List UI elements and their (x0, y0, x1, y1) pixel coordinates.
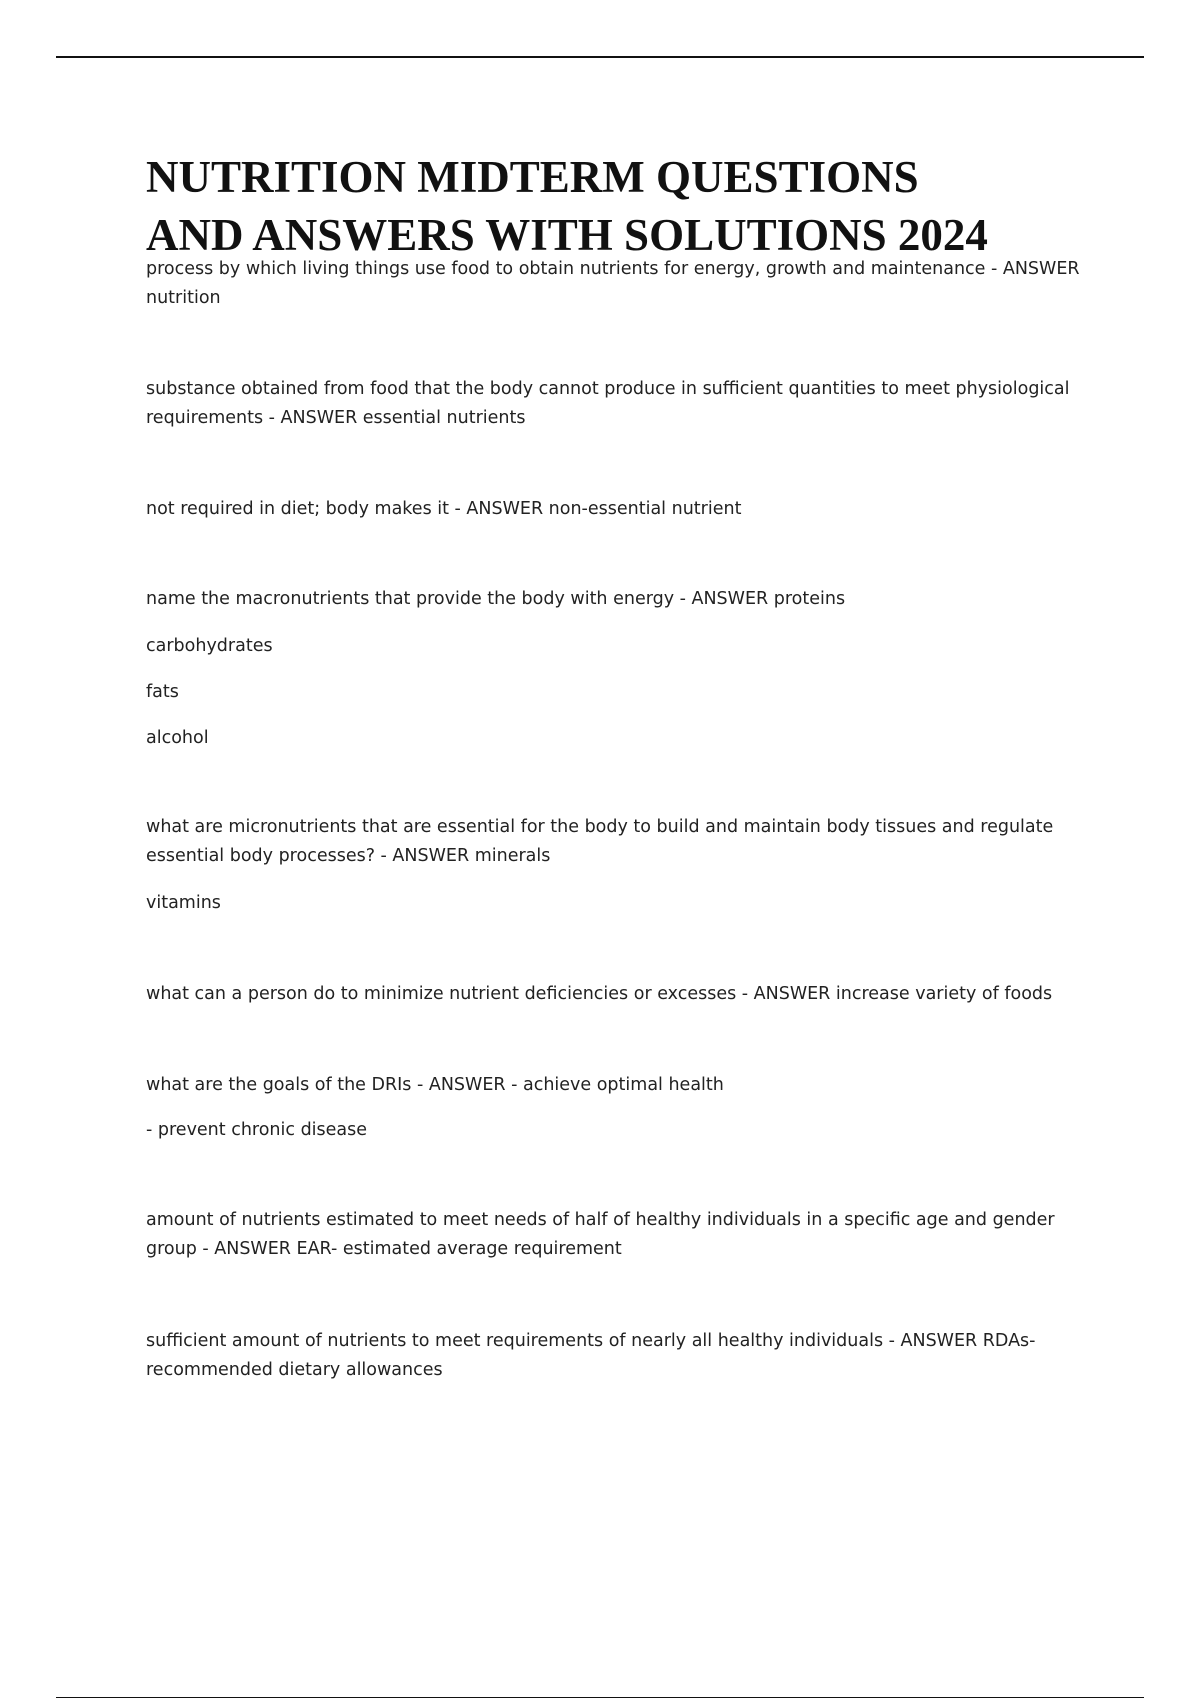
qa-item-3 (146, 495, 1086, 524)
qa-text: substance obtained from food that the body cannot produce in sufficient quantities to meet physiological requirements - ANSWER essential nutrients (146, 379, 1070, 428)
qa-text: sufficient amount of nutrients to meet requirements of nearly all healthy individuals - ANSWER RDAs- recommended dietary allowances (146, 1331, 1036, 1380)
qa-text: not required in diet; body makes it - ANSWER non-essential nutrient (146, 499, 742, 519)
qa-item-7 (146, 1071, 1086, 1100)
answer-extra-line: vitamins (146, 893, 221, 913)
answer-extra-line: alcohol (146, 728, 209, 748)
answer-extra-line: carbohydrates (146, 636, 273, 656)
qa-item-2 (146, 375, 1086, 433)
qa-item-9 (146, 1327, 1086, 1385)
qa-item-4 (146, 585, 1086, 614)
title-line-1: NUTRITION MIDTERM QUESTIONS (146, 152, 919, 202)
qa-item-5 (146, 813, 1086, 871)
qa-text: what can a person do to minimize nutrient deficiencies or excesses - ANSWER increase variety of foods (146, 984, 1053, 1004)
answer-extra-line: fats (146, 682, 179, 702)
qa-text: name the macronutrients that provide the body with energy - ANSWER proteins (146, 589, 846, 609)
qa-text: amount of nutrients estimated to meet needs of half of healthy individuals in a specific age and gender group - ANSWER EAR- estimated average requirement (146, 1210, 1055, 1259)
header-rule (56, 56, 1144, 58)
qa-text: process by which living things use food to obtain nutrients for energy, growth and maintenance - ANSWER nutrition (146, 259, 1080, 308)
footer-rule (56, 1697, 1144, 1698)
answer-extra-line: - prevent chronic disease (146, 1120, 368, 1140)
document-title (146, 148, 1106, 264)
qa-item-8 (146, 1206, 1086, 1264)
qa-text: what are the goals of the DRIs - ANSWER - achieve optimal health (146, 1075, 724, 1095)
qa-item-6 (146, 980, 1086, 1009)
qa-item-1 (146, 255, 1086, 313)
title-line-2: AND ANSWERS WITH SOLUTIONS 2024 (146, 210, 988, 260)
qa-text: what are micronutrients that are essential for the body to build and maintain body tissues and regulate essential body processes? - ANSWER minerals (146, 817, 1054, 866)
